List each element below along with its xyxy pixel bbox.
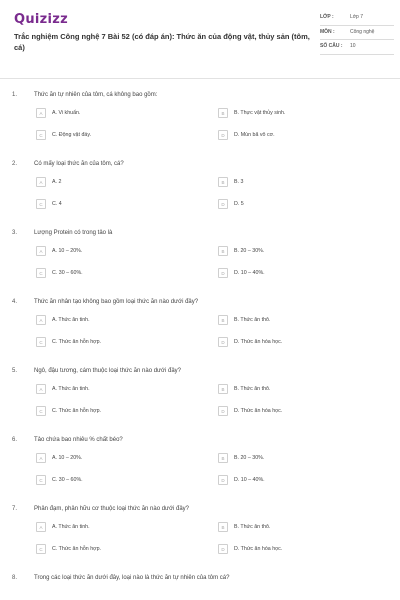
answer-option[interactable] [36, 199, 218, 209]
option-text: D. Mùn bã vô cơ. [234, 132, 275, 138]
question-item [0, 502, 400, 571]
question-text: Thức ăn tự nhiên của tôm, cá không bao gồm: [34, 92, 158, 98]
answer-option[interactable] [218, 199, 400, 209]
question-number: 2. [12, 161, 18, 167]
option-text: C. Thức ăn hỗn hợp. [52, 408, 102, 414]
worksheet-meta [320, 11, 394, 55]
option-row [0, 240, 400, 262]
question-list [0, 88, 400, 600]
option-text: D. Thức ăn hóa học. [234, 546, 283, 552]
option-letter-box: A [36, 246, 46, 256]
meta-key: MÔN : [320, 28, 335, 35]
question-number: 1. [12, 92, 18, 98]
option-row [0, 378, 400, 400]
option-row [0, 400, 400, 422]
option-row [0, 262, 400, 284]
question-line [0, 364, 400, 378]
option-letter-box: B [218, 177, 228, 187]
question-line [0, 88, 400, 102]
option-row [0, 124, 400, 146]
meta-key: SỐ CÂU : [320, 43, 343, 49]
answer-option[interactable] [218, 337, 400, 347]
option-letter-box: D [218, 406, 228, 416]
answer-option[interactable] [218, 108, 400, 118]
option-row [0, 309, 400, 331]
question-line [0, 157, 400, 171]
option-letter-box: B [218, 246, 228, 256]
answer-option[interactable] [36, 130, 218, 140]
option-row [0, 516, 400, 538]
option-text: C. Động vật đáy. [52, 132, 92, 138]
option-letter-box: C [36, 475, 46, 485]
meta-row [320, 26, 394, 41]
option-text: C. Thức ăn hỗn hợp. [52, 339, 102, 345]
option-letter-box: C [36, 544, 46, 554]
option-text: A. Thức ăn tinh. [52, 524, 90, 530]
option-text: A. Vi khuẩn. [52, 110, 81, 116]
option-row [0, 447, 400, 469]
option-letter-box: B [218, 522, 228, 532]
meta-row [320, 40, 394, 55]
answer-option[interactable] [36, 384, 218, 394]
option-text: A. Thức ăn tinh. [52, 317, 90, 323]
option-text: B. 3 [234, 179, 244, 185]
option-letter-box: A [36, 108, 46, 118]
option-row [0, 331, 400, 353]
worksheet-header [0, 0, 400, 79]
question-text: Phân đạm, phân hữu cơ thuộc loại thức ăn nào dưới đây? [34, 506, 190, 512]
question-text: Có mấy loại thức ăn của tôm, cá? [34, 161, 124, 167]
question-item [0, 88, 400, 157]
answer-option[interactable] [36, 337, 218, 347]
answer-option[interactable] [36, 453, 218, 463]
question-item [0, 571, 400, 600]
option-letter-box: D [218, 544, 228, 554]
option-row [0, 102, 400, 124]
question-line [0, 295, 400, 309]
answer-option[interactable] [36, 246, 218, 256]
option-letter-box: C [36, 337, 46, 347]
meta-row [320, 11, 394, 26]
option-letter-box: C [36, 406, 46, 416]
question-number: 7. [12, 506, 18, 512]
question-number: 3. [12, 230, 18, 236]
question-text: Lượng Protein có trong tảo là [34, 230, 113, 236]
option-letter-box: C [36, 130, 46, 140]
option-text: A. 2 [52, 179, 62, 185]
question-number: 6. [12, 437, 18, 443]
option-text: B. 20 – 30%. [234, 248, 265, 254]
option-row [0, 538, 400, 560]
question-number: 5. [12, 368, 18, 374]
option-text: C. Thức ăn hỗn hợp. [52, 546, 102, 552]
option-letter-box: D [218, 337, 228, 347]
meta-value: Lớp 7 [350, 14, 364, 20]
option-text: B. 20 – 30%. [234, 455, 265, 461]
answer-option[interactable] [36, 177, 218, 187]
option-letter-box: A [36, 177, 46, 187]
answer-option[interactable] [218, 130, 400, 140]
question-line [0, 571, 400, 585]
option-letter-box: B [218, 453, 228, 463]
answer-option[interactable] [218, 268, 400, 278]
answer-option[interactable] [36, 268, 218, 278]
option-text: B. Thức ăn thô. [234, 524, 271, 530]
question-item [0, 364, 400, 433]
answer-option[interactable] [218, 177, 400, 187]
answer-option[interactable] [36, 108, 218, 118]
option-text: C. 30 – 60%. [52, 477, 83, 483]
question-number: 8. [12, 575, 18, 581]
answer-option[interactable] [218, 522, 400, 532]
answer-option[interactable] [218, 246, 400, 256]
option-letter-box: D [218, 130, 228, 140]
question-number: 4. [12, 299, 18, 305]
answer-option[interactable] [218, 406, 400, 416]
option-letter-box: B [218, 384, 228, 394]
quizizz-logo: Quizizz [14, 12, 69, 27]
option-letter-box: A [36, 453, 46, 463]
meta-value: Công nghệ [350, 28, 375, 35]
option-letter-box: D [218, 268, 228, 278]
question-line [0, 226, 400, 240]
option-text: D. Thức ăn hóa học. [234, 408, 283, 414]
question-item [0, 433, 400, 502]
answer-option[interactable] [36, 406, 218, 416]
option-letter-box: A [36, 522, 46, 532]
answer-option[interactable] [36, 475, 218, 485]
question-text: Ngô, đậu tương, cám thuộc loại thức ăn nào dưới đây? [34, 368, 182, 374]
option-text: C. 4 [52, 201, 62, 207]
option-text: B. Thực vật thủy sinh. [234, 110, 286, 116]
option-letter-box: B [218, 315, 228, 325]
worksheet-title: Trắc nghiệm Công nghệ 7 Bài 52 (có đáp án): Thức ăn của động vật, thủy sản (tôm, cá) [14, 32, 310, 52]
question-text: Trong các loại thức ăn dưới đây, loại nào là thức ăn tự nhiên của tôm cá? [34, 575, 230, 581]
question-item [0, 295, 400, 364]
meta-key: LỚP : [320, 14, 334, 20]
answer-option[interactable] [36, 544, 218, 554]
option-text: B. Thức ăn thô. [234, 317, 271, 323]
option-letter-box: C [36, 268, 46, 278]
answer-option[interactable] [218, 315, 400, 325]
option-letter-box: A [36, 315, 46, 325]
question-text: Tảo chứa bao nhiêu % chất béo? [34, 437, 123, 443]
answer-option[interactable] [218, 453, 400, 463]
option-text: D. 10 – 40%. [234, 270, 265, 276]
option-letter-box: D [218, 475, 228, 485]
question-line [0, 502, 400, 516]
option-letter-box: C [36, 199, 46, 209]
question-text: Thức ăn nhân tạo không bao gồm loại thức ăn nào dưới đây? [34, 299, 199, 305]
option-text: B. Thức ăn thô. [234, 386, 271, 392]
option-row [0, 171, 400, 193]
question-item [0, 226, 400, 295]
option-text: A. 10 – 20%. [52, 248, 83, 254]
question-item [0, 157, 400, 226]
option-letter-box: D [218, 199, 228, 209]
option-letter-box: A [36, 384, 46, 394]
option-text: A. 10 – 20%. [52, 455, 83, 461]
answer-option[interactable] [36, 522, 218, 532]
option-letter-box: B [218, 108, 228, 118]
option-text: D. 5 [234, 201, 244, 207]
answer-option[interactable] [36, 315, 218, 325]
option-text: C. 30 – 60%. [52, 270, 83, 276]
option-text: D. 10 – 40%. [234, 477, 265, 483]
option-row [0, 193, 400, 215]
answer-option[interactable] [218, 475, 400, 485]
meta-value: 10 [350, 43, 356, 49]
option-text: D. Thức ăn hóa học. [234, 339, 283, 345]
option-text: A. Thức ăn tinh. [52, 386, 90, 392]
option-row [0, 469, 400, 491]
answer-option[interactable] [218, 384, 400, 394]
answer-option[interactable] [218, 544, 400, 554]
question-line [0, 433, 400, 447]
